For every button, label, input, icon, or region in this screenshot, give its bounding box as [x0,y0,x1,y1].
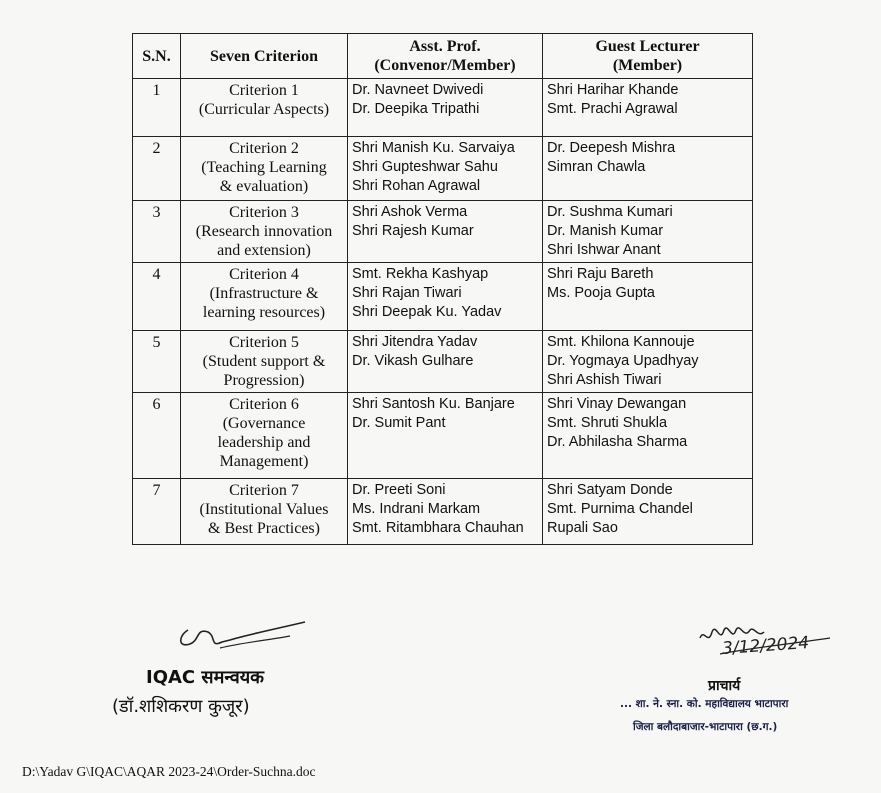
guest-lecturer-cell-line: Shri Vinay Dewangan [547,396,687,412]
guest-lecturer-cell-line: Dr. Deepesh Mishra [547,140,676,156]
asst-prof-cell-line: Shri Jitendra Yadav [352,334,478,350]
criterion-cell-line: Criterion 7 [229,482,299,499]
asst-prof-cell-line: Dr. Sumit Pant [352,415,446,431]
guest-lecturer-cell [543,331,753,393]
guest-lecturer-cell-line: Smt. Purnima Chandel [547,501,693,517]
asst-prof-cell-line: Shri Rohan Agrawal [352,178,481,194]
guest-lecturer-cell [543,201,753,263]
college-seal-line-2: जिला बलौदाबाजार-भाटापारा (छ.ग.) [633,721,778,733]
table-row [133,331,753,393]
guest-lecturer-cell-line: Smt. Prachi Agrawal [547,101,678,117]
sn-cell: 7 [133,479,181,545]
criterion-cell [181,393,348,479]
table-row [133,201,753,263]
asst-prof-cell-line: Dr. Vikash Gulhare [352,353,474,369]
guest-lecturer-cell-line: Shri Ishwar Anant [547,242,661,258]
criterion-cell [181,79,348,137]
principal-designation: प्राचार्य [708,678,741,694]
criterion-cell-line: (Governance [222,415,306,432]
guest-lecturer-cell-line: Ms. Pooja Gupta [547,285,655,301]
header-asst-prof: Asst. Prof. (Convenor/Member) [348,34,543,79]
criterion-cell [181,331,348,393]
sn-cell: 5 [133,331,181,393]
asst-prof-cell-line: Smt. Ritambhara Chauhan [352,520,524,536]
guest-lecturer-cell-line: Smt. Khilona Kannouje [547,334,695,350]
asst-prof-cell [348,263,543,331]
criterion-cell-line: Criterion 4 [229,266,299,283]
asst-prof-cell-line: Shri Santosh Ku. Banjare [352,396,515,412]
asst-prof-cell-line: Dr. Preeti Soni [352,482,446,498]
guest-lecturer-cell [543,479,753,545]
guest-lecturer-cell-line: Smt. Shruti Shukla [547,415,668,431]
guest-lecturer-cell-line: Shri Satyam Donde [547,482,673,498]
principal-signature [690,618,840,683]
criterion-cell [181,201,348,263]
guest-lecturer-cell-line: Shri Raju Bareth [547,266,654,282]
guest-lecturer-cell-line: Dr. Manish Kumar [547,223,664,239]
guest-lecturer-cell-line: Shri Ashish Tiwari [547,372,662,388]
header-guest-lecturer: Guest Lecturer (Member) [543,34,753,79]
handwritten-date: 3/12/2024 [721,632,810,660]
document-file-path: D:\Yadav G\IQAC\AQAR 2023-24\Order-Suchna.doc [22,764,316,779]
asst-prof-cell-line: Ms. Indrani Markam [352,501,481,517]
sn-cell: 4 [133,263,181,331]
sn-cell: 6 [133,393,181,479]
guest-lecturer-cell-line: Shri Harihar Khande [547,82,679,98]
criterion-cell [181,137,348,201]
criterion-cell [181,263,348,331]
table-row [133,137,753,201]
header-criterion: Seven Criterion [181,34,348,79]
criterion-cell-line: Management) [219,453,309,470]
guest-lecturer-cell [543,263,753,331]
criterion-cell-line: Progression) [223,372,305,389]
criterion-cell-line: (Curricular Aspects) [198,101,330,118]
asst-prof-cell-line: Dr. Deepika Tripathi [352,101,480,117]
asst-prof-cell [348,201,543,263]
criterion-cell-line: Criterion 6 [229,396,299,413]
table-row [133,393,753,479]
header-sn: S.N. [133,34,181,79]
criterion-cell-line: Criterion 3 [229,204,299,221]
criterion-cell [181,479,348,545]
criterion-cell-line: (Institutional Values [199,501,329,518]
asst-prof-cell [348,331,543,393]
asst-prof-cell-line: Shri Manish Ku. Sarvaiya [352,140,515,156]
criterion-cell-line: learning resources) [202,304,326,321]
guest-lecturer-cell [543,137,753,201]
criterion-cell-line: leadership and [217,434,311,451]
table-row [133,479,753,545]
criterion-cell-line: and extension) [217,242,311,259]
asst-prof-cell-line: Shri Rajan Tiwari [352,285,462,301]
criterion-cell-line: (Student support & [202,353,326,370]
asst-prof-cell [348,479,543,545]
table-row [133,79,753,137]
criterion-cell-line: & Best Practices) [208,520,320,537]
guest-lecturer-cell [543,393,753,479]
guest-lecturer-cell-line: Dr. Abhilasha Sharma [547,434,688,450]
criterion-cell-line: & evaluation) [219,178,309,195]
criterion-cell-line: Criterion 1 [229,82,299,99]
asst-prof-cell [348,79,543,137]
asst-prof-cell [348,393,543,479]
guest-lecturer-cell [543,79,753,137]
table-row [133,263,753,331]
criterion-cell-line: Criterion 2 [229,140,299,157]
criterion-cell-line: Criterion 5 [229,334,299,351]
criterion-cell-line: (Teaching Learning [201,159,327,176]
guest-lecturer-cell-line: Dr. Yogmaya Upadhyay [547,353,699,369]
sn-cell: 2 [133,137,181,201]
guest-lecturer-cell-line: Simran Chawla [547,159,646,175]
iqac-coordinator-title: IQAC समन्वयक [146,667,264,688]
sn-cell: 1 [133,79,181,137]
criterion-committee-table [132,33,753,545]
sn-cell: 3 [133,201,181,263]
asst-prof-cell-line: Smt. Rekha Kashyap [352,266,489,282]
criterion-cell-line: (Research innovation [195,223,333,240]
criterion-cell-line: (Infrastructure & [209,285,319,302]
handwritten-signature-left [170,618,310,663]
guest-lecturer-cell-line: Rupali Sao [547,520,618,536]
asst-prof-cell [348,137,543,201]
table-header-row [133,34,753,79]
asst-prof-cell-line: Shri Rajesh Kumar [352,223,474,239]
asst-prof-cell-line: Dr. Navneet Dwivedi [352,82,484,98]
iqac-coordinator-name: (डॉ.शशिकरण कुजूर) [112,696,250,717]
college-seal-line-1: ... शा. ने. स्ना. को. महाविद्यालय भाटापारा [620,698,789,710]
guest-lecturer-cell-line: Dr. Sushma Kumari [547,204,673,220]
asst-prof-cell-line: Shri Gupteshwar Sahu [352,159,498,175]
asst-prof-cell-line: Shri Ashok Verma [352,204,468,220]
asst-prof-cell-line: Shri Deepak Ku. Yadav [352,304,502,320]
